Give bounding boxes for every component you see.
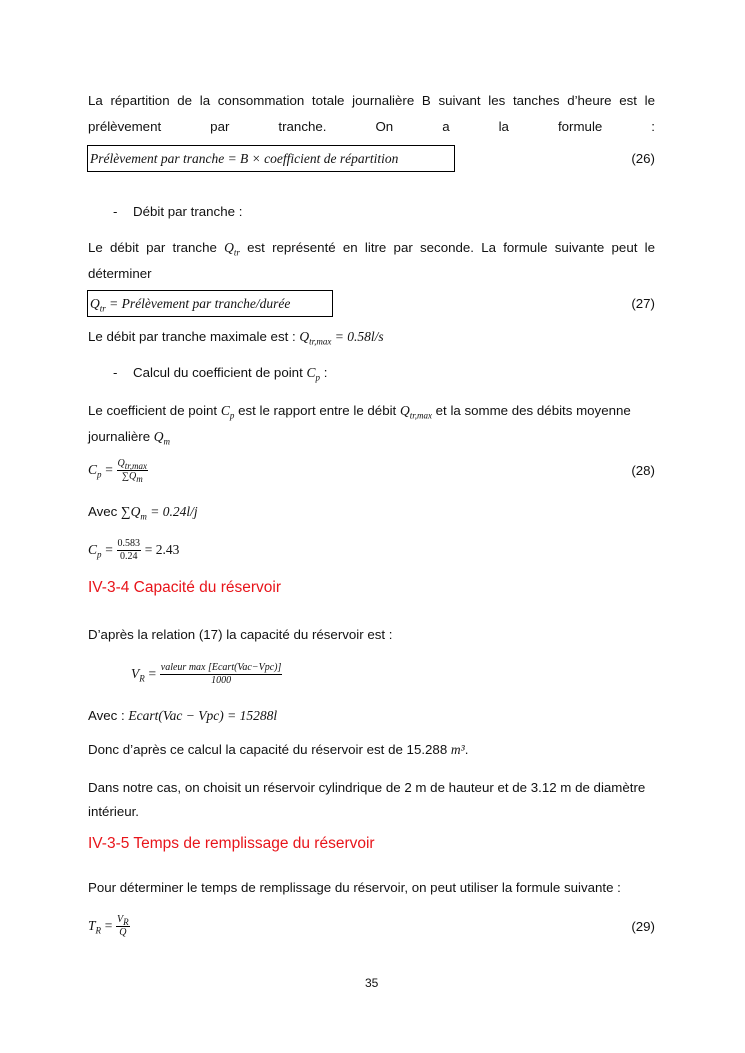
formula-vr: $V_R$ = $\frac{\text{valeur max [Ecart(Vac−Vpc)]}}{1000}$ [131,662,282,686]
formula-26 [87,145,455,172]
cp-calculation: $C_p$ = $\frac{0.583}{0.24}$ = 2.43 [88,538,180,562]
paragraph-coefficient: Le coefficient de point $C_p$ est le rapport entre le débit $Q_{tr,max}$ et la somme des débits moyenne journalière $Q_m$ [88,403,631,447]
bullet-dash: - [113,365,118,380]
page-number: 35 [365,976,379,990]
paragraph-debit: Le débit par tranche $Q_{tr}$ est représenté en litre par seconde. La formule suivante peut le déterminer [88,240,655,281]
formula-28: $C_p$ = $\frac{Q_{tr,max}}{\sum Q_m}$ [88,458,148,484]
avec-ecart: Avec : Ecart(Vac − Vpc) = 15288l [88,708,278,723]
equation-number-29: (29) [631,919,655,934]
paragraph-capacite: Donc d’après ce calcul la capacité du réservoir est de 15.288 m³. [88,742,469,757]
section-heading-temps: IV-3-5 Temps de remplissage du réservoir [88,835,375,852]
paragraph-repartition: La répartition de la consommation totale journalière B suivant les tanches d’heure est le prélèvement par tranche. On a la formule : [88,93,655,134]
equation-number-26: (26) [631,151,655,166]
paragraph-temps: Pour déterminer le temps de remplissage du réservoir, on peut utiliser la formule suivante : [88,880,621,895]
section-heading-capacite: IV-3-4 Capacité du réservoir [88,579,281,596]
paragraph-relation: D’après la relation (17) la capacité du réservoir est : [88,627,393,642]
equation-number-28: (28) [631,463,655,478]
paragraph-debit-max: Le débit par tranche maximale est : $Q_{tr,max} = 0.58l/s$ [88,329,384,347]
avec-sum-qm: Avec $\sum Q_m = 0.24l/j$ [88,504,198,522]
formula-27: $Q_{tr}$ = Prélèvement par tranche/durée [87,290,333,317]
formula-text: Prélèvement par tranche = B × coefficient de répartition [90,151,399,166]
formula-29: $T_R$ = $\frac{V_R}{Q}$ [88,914,129,938]
bullet-dash: - [113,204,118,219]
bullet-coefficient: Calcul du coefficient de point $C_p$ : [133,365,328,383]
equation-number-27: (27) [631,296,655,311]
paragraph-choix-reservoir: Dans notre cas, on choisit un réservoir cylindrique de 2 m de hauteur et de 3.12 m de diamètre intérieur. [88,780,646,819]
bullet-debit: Débit par tranche : [133,204,243,219]
